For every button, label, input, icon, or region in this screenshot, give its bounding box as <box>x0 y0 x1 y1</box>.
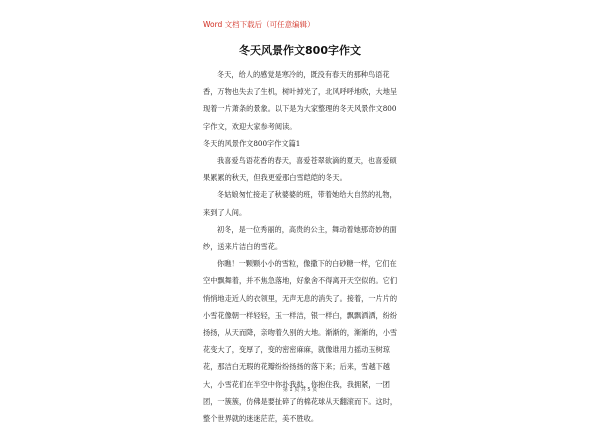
paragraph: 你瞧！一颗颗小小的雪粒，像撒下的白砂糖一样，它们在空中飘舞着，并不焦急落地，好象舍不得离开天空似的。它们悄悄地走近人的衣领里，无声无息的消失了。接着，一片片的小雪花像朝一样轻轻，玉一样洁，银一样白，飘飘洒洒，纷纷扬扬，从天而降，亲吻着久别的大地。渐渐的，渐渐的，小雪花变大了，变厚了，变的密密麻麻，就像谁用力摇动玉树琼花，那洁白无瑕的花瓣纷纷扬扬的落下来；后来，雪越下越大，小雪花们在半空中你扑我挞，你抱住我，我拥紧，一团团，一簇簇，仿佛是要扯碎了的棉花球从天翻滚而下。这时，整个世界就的迷迷茫茫，美不胜收。 <box>203 259 398 424</box>
paragraph: 我喜爱鸟语花香的春天，喜爱苍翠欲滴的夏天，也喜爱硕果累累的秋天，但我更爱那白雪皑皑的冬天。 <box>203 156 397 183</box>
page-footer: 第 1 页 共 5 页 <box>282 387 318 393</box>
paragraph: 冬天，给人的感觉是寒冷的，既没有春天的那种鸟语花香，万物也失去了生机，树叶掉光了，北风呼呼地吹，大地呈现着一片萧条的景象。以下是为大家整理的冬天风景作文800字作文，欢迎大家参考阅读。 <box>203 70 398 131</box>
page-title: 冬天风景作文800字作文 <box>239 44 361 57</box>
paragraph: 初冬，是一位秀丽的，高贵的公主，舞动着她那奇妙的面纱，送来片洁白的雪花。 <box>203 224 397 252</box>
section-heading: 冬天的风景作文800字作文篇1 <box>203 138 301 148</box>
download-banner: Word 文档下载后（可任意编辑） <box>203 20 315 29</box>
paragraph: 冬姑娘匆忙接走了秋婆婆的班，带着她给大自然的礼物，来到了人间。 <box>203 190 397 217</box>
document-body <box>203 66 403 427</box>
